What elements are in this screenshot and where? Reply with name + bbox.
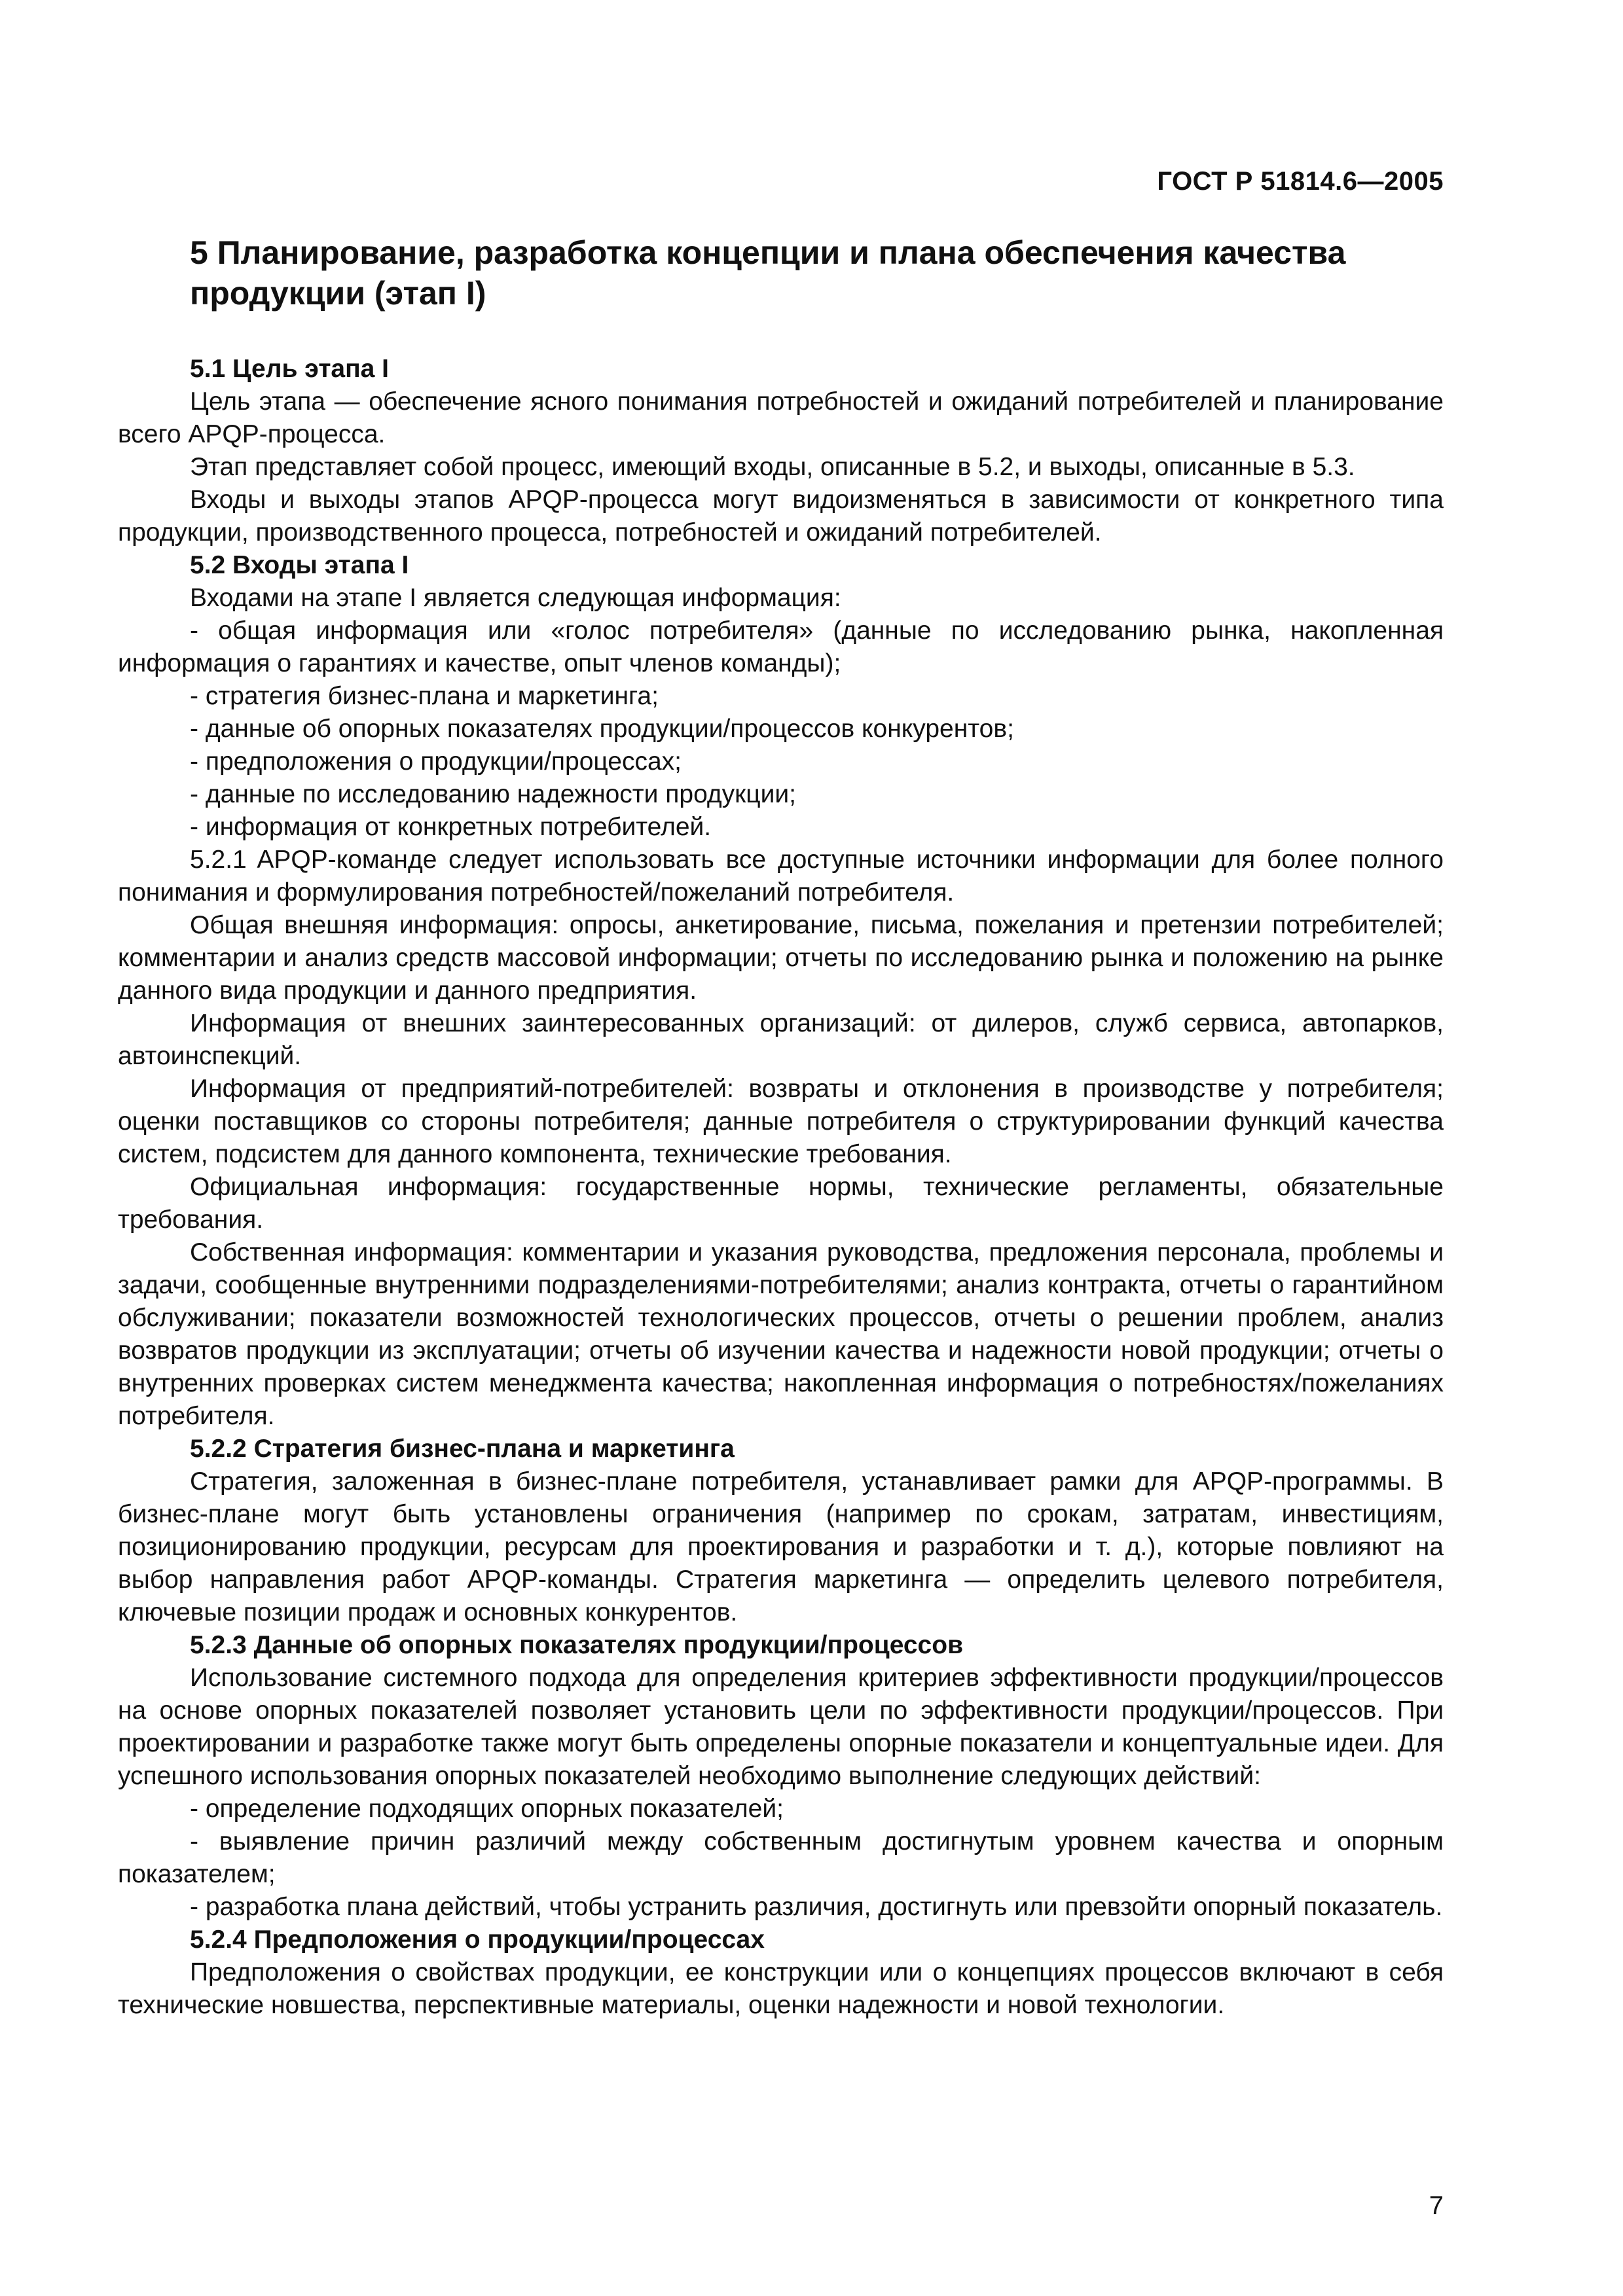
section-title: 5 Планирование, разработка концепции и плана обеспечения качества продукции (этап I) [190, 234, 1346, 312]
heading-5-2: 5.2 Входы этапа I [190, 551, 409, 579]
standard-number: ГОСТ Р 51814.6—2005 [1157, 167, 1444, 196]
paragraph: Стратегия, заложенная в бизнес-плане потребителя, устанавливает рамки для APQP-программы. В бизнес-плане могут быть установлены ограничения (например по срокам, затратам, инвестициям, позиционированию продукции, ресурсам для проектирования и разработки и т. д.), которые повлияют на выбор направления работ APQP-команды. Стратегия маркетинга — определить целевого потребителя, ключевые позиции продаж и основных конкурентов. [118, 1467, 1444, 1626]
heading-5-2-3: 5.2.3 Данные об опорных показателях продукции/процессов [190, 1631, 964, 1659]
paragraph: Официальная информация: государственные нормы, технические регламенты, обязательные требования. [118, 1173, 1444, 1234]
paragraph: Цель этапа — обеспечение ясного понимания потребностей и ожиданий потребителей и планирование всего APQP-процесса. [118, 387, 1444, 448]
heading-5-2-4: 5.2.4 Предположения о продукции/процессах [190, 1926, 765, 1954]
page-number: 7 [1429, 2191, 1444, 2220]
paragraph: Использование системного подхода для определения критериев эффективности продукции/процессов на основе опорных показателей позволяет установить цели по эффективности продукции/процессов. При проектировании и разработке также могут быть определены опорные показатели и концептуальные идеи. Для успешного использования опорных показателей необходимо выполнение следующих действий: [118, 1664, 1444, 1790]
paragraph: Информация от внешних заинтересованных организаций: от дилеров, служб сервиса, автопарков, автоинспекций. [118, 1009, 1444, 1070]
paragraph: Собственная информация: комментарии и указания руководства, предложения персонала, проблемы и задачи, сообщенные внутренними подразделениями-потребителями; анализ контракта, отчеты о гарантийном обслуживании; показатели возможностей технологических процессов, отчеты о решении проблем, анализ возвратов продукции из эксплуатации; отчеты об изучении качества и надежности новой продукции; отчеты о внутренних проверках систем менеджмента качества; накопленная информация о потребностях/пожеланиях потребителя. [118, 1238, 1444, 1430]
list-item: - данные об опорных показателях продукции/процессов конкурентов; [190, 715, 1014, 743]
paragraph: Информация от предприятий-потребителей: возвраты и отклонения в производстве у потребителя; оценки поставщиков со стороны потребителя; данные потребителя о структурировании функций качества систем, подсистем для данного компонента, технические требования. [118, 1075, 1444, 1168]
paragraph: Общая внешняя информация: опросы, анкетирование, письма, пожелания и претензии потребителей; комментарии и анализ средств массовой информации; отчеты по исследованию рынка и положению на рынке данного вида продукции и данного предприятия. [118, 911, 1444, 1005]
list-item: - определение подходящих опорных показателей; [190, 1795, 784, 1823]
paragraph: 5.2.1 APQP-команде следует использовать все доступные источники информации для более полного понимания и формулирования потребностей/пожеланий потребителя. [118, 846, 1444, 906]
list-item: - информация от конкретных потребителей. [190, 813, 712, 841]
heading-5-2-2: 5.2.2 Стратегия бизнес-плана и маркетинга [190, 1435, 735, 1463]
list-item: - выявление причин различий между собственным достигнутым уровнем качества и опорным показателем; [118, 1827, 1444, 1888]
paragraph: Этап представляет собой процесс, имеющий входы, описанные в 5.2, и выходы, описанные в 5.3. [190, 453, 1355, 481]
document-body [118, 164, 1444, 2022]
list-item: - данные по исследованию надежности продукции; [190, 780, 796, 808]
paragraph: Входами на этапе I является следующая информация: [190, 584, 841, 612]
list-item: - общая информация или «голос потребителя» (данные по исследованию рынка, накопленная информация о гарантиях и качестве, опыт членов команды); [118, 617, 1444, 677]
heading-5-1: 5.1 Цель этапа I [190, 355, 390, 383]
paragraph: Предположения о свойствах продукции, ее конструкции или о концепциях процессов включают в себя технические новшества, перспективные материалы, оценки надежности и новой технологии. [118, 1958, 1444, 2019]
list-item: - разработка плана действий, чтобы устранить различия, достигнуть или превзойти опорный показатель. [190, 1893, 1443, 1921]
paragraph: Входы и выходы этапов APQP-процесса могут видоизменяться в зависимости от конкретного типа продукции, производственного процесса, потребностей и ожиданий потребителей. [118, 486, 1444, 547]
list-item: - стратегия бизнес-плана и маркетинга; [190, 682, 659, 710]
list-item: - предположения о продукции/процессах; [190, 747, 682, 776]
